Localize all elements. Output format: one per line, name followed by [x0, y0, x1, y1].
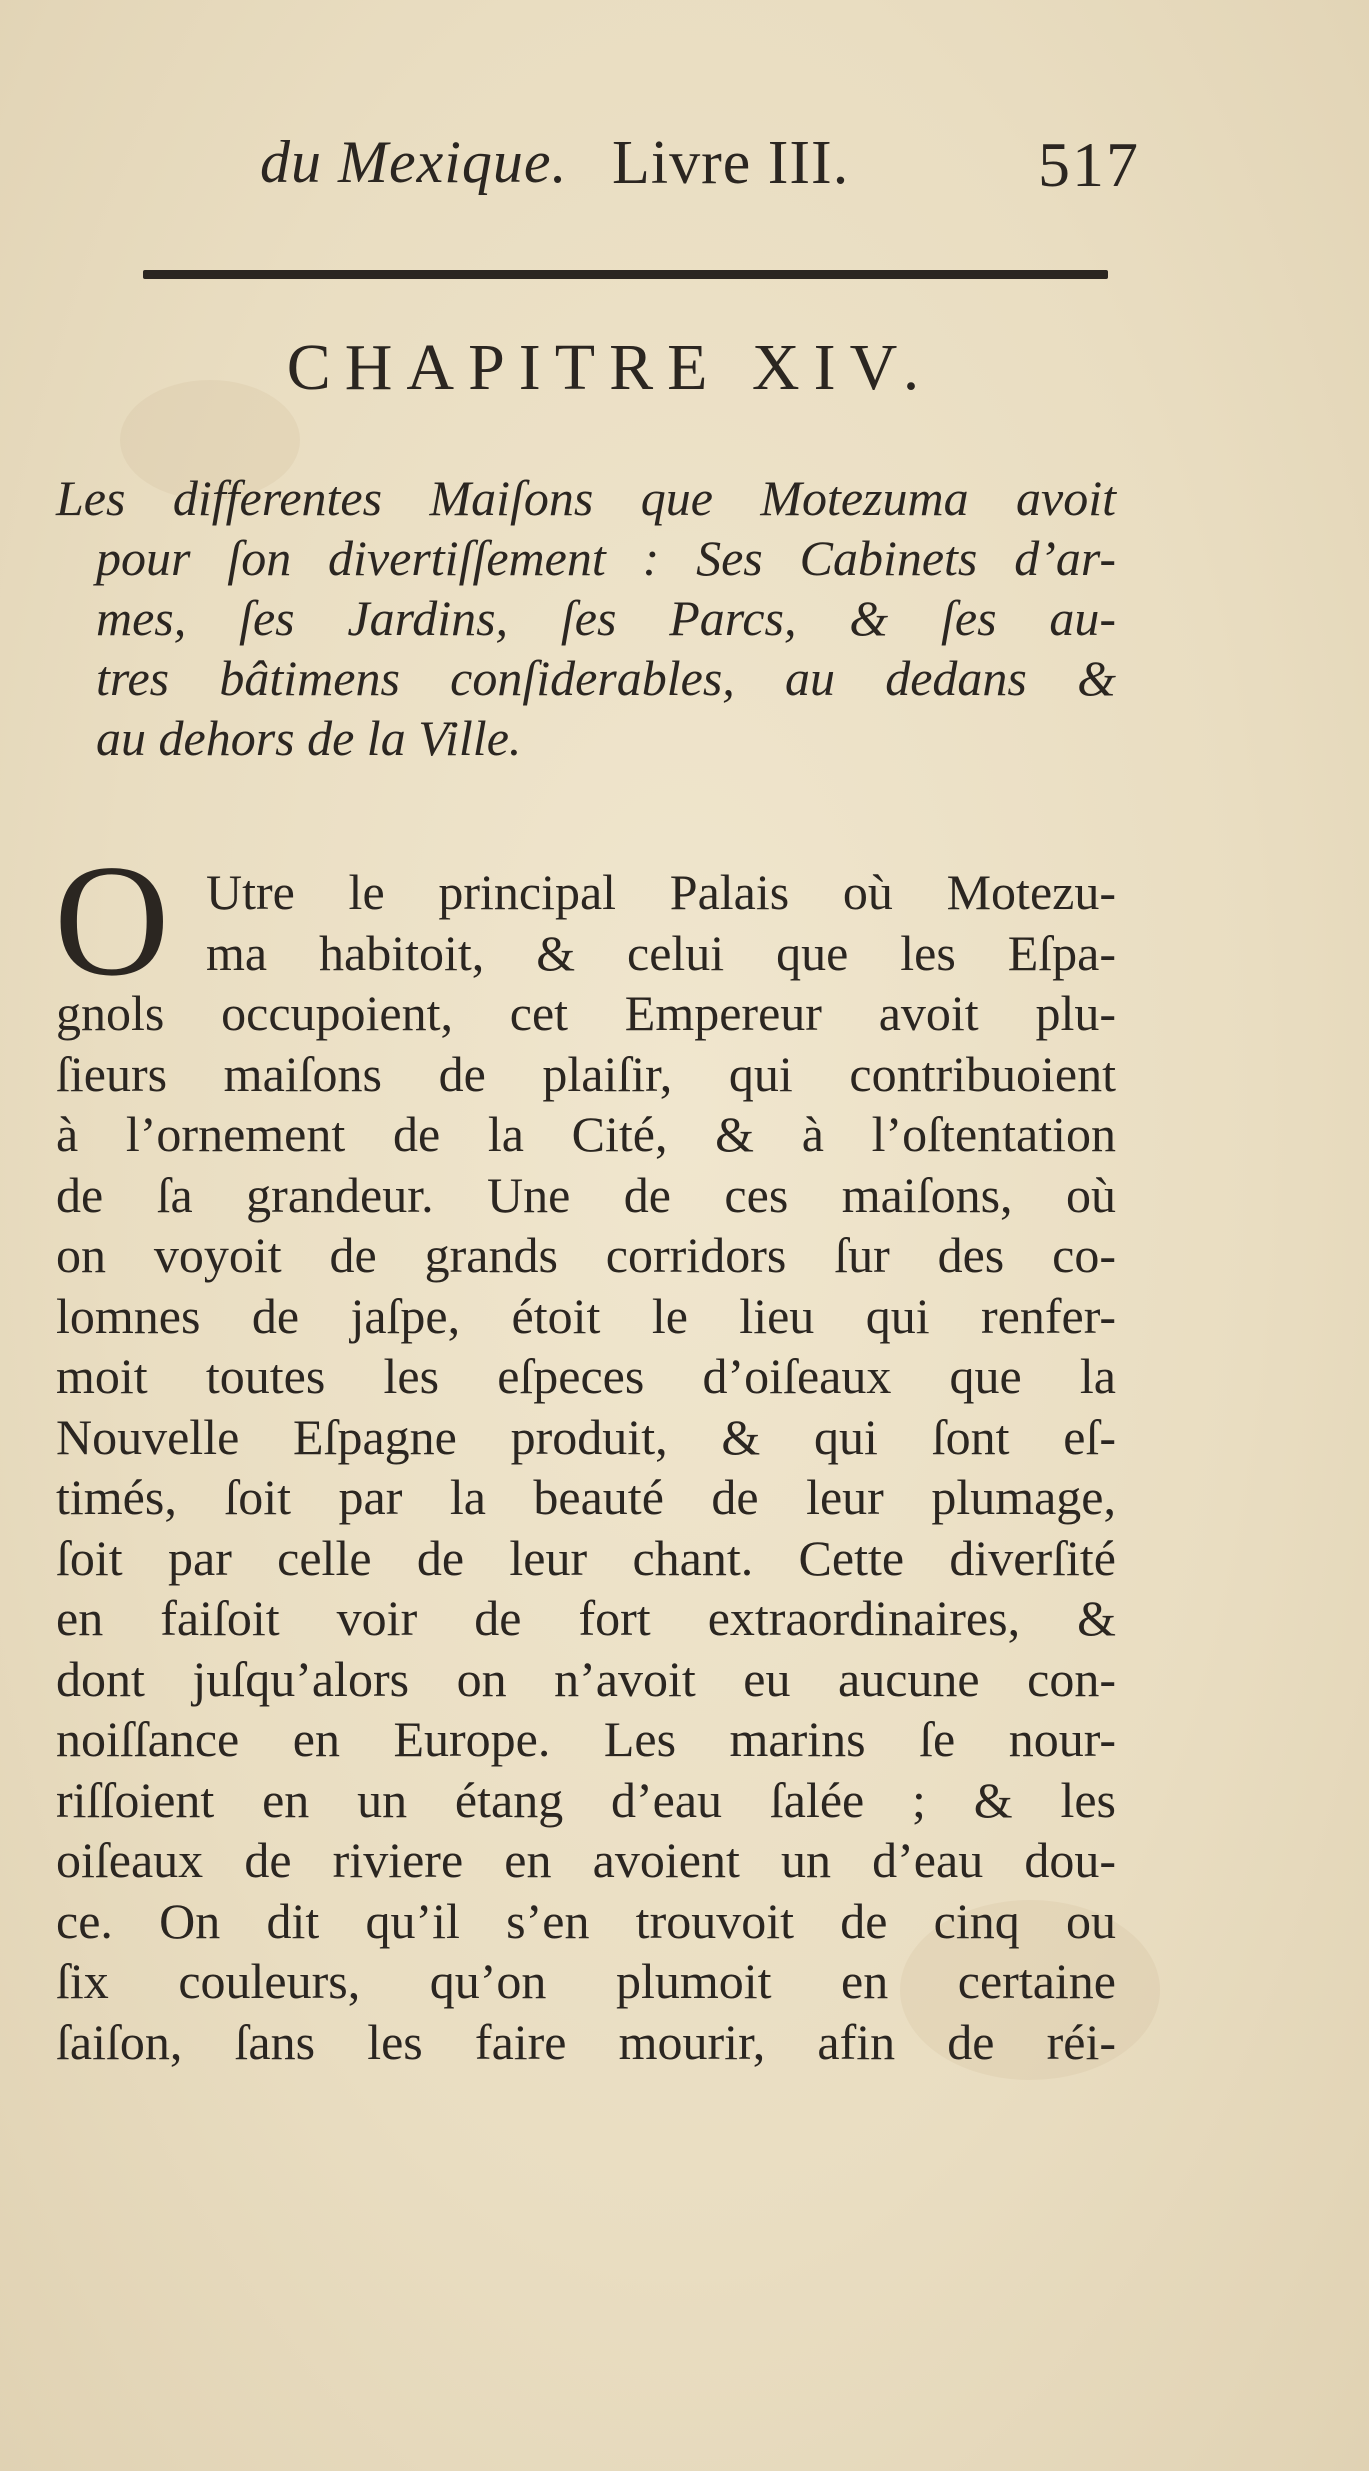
body-line: lomnes de jaſpe, étoit le lieu qui renfer- — [56, 1287, 1116, 1344]
body-text — [56, 862, 1116, 2072]
drop-cap: O — [54, 831, 170, 1009]
body-line: oiſeaux de riviere en avoient un d’eau dou- — [56, 1832, 1116, 1888]
body-line: noiſſance en Europe. Les marins ſe nour- — [56, 1711, 1116, 1767]
summary-line: mes, ſes Jardins, ſes Parcs, & ſes au- — [96, 590, 1116, 646]
body-line: gnols occupoient, cet Empereur avoit plu- — [56, 985, 1116, 1041]
chapter-summary — [56, 468, 1116, 768]
body-line: on voyoit de grands corridors ſur des co- — [56, 1227, 1116, 1283]
body-line: moit toutes les eſpeces d’oiſeaux que la — [56, 1348, 1116, 1404]
summary-line: pour ſon divertiſſement : Ses Cabinets d’ar- — [96, 530, 1116, 586]
body-line: ma habitoit, & celui que les Eſpa- — [206, 924, 1116, 981]
running-title: du Mexique. — [260, 129, 568, 195]
summary-line: au dehors de la Ville. — [96, 710, 522, 766]
body-line: dont juſqu’alors on n’avoit eu aucune con- — [56, 1650, 1116, 1707]
body-line: ſix couleurs, qu’on plumoit en certaine — [56, 1953, 1116, 2009]
running-head — [260, 128, 1140, 208]
summary-line: Les differentes Maiſons que Motezuma avoit — [56, 470, 1116, 526]
summary-line: tres bâtimens conſiderables, au dedans & — [96, 650, 1116, 706]
body-line: de ſa grandeur. Une de ces maiſons, où — [56, 1166, 1116, 1223]
body-line: ſoit par celle de leur chant. Cette diverſité — [56, 1529, 1116, 1586]
body-line: ſaiſon, ſans les faire mourir, afin de réi- — [56, 2013, 1116, 2070]
body-line: à l’ornement de la Cité, & à l’oſtentation — [56, 1106, 1116, 1162]
body-line: Utre le principal Palais où Motezu- — [206, 864, 1116, 920]
body-line: timés, ſoit par la beauté de leur plumage, — [56, 1469, 1116, 1525]
body-line: ce. On dit qu’il s’en trouvoit de cinq ou — [56, 1892, 1116, 1949]
body-line: riſſoient en un étang d’eau ſalée ; & les — [56, 1771, 1116, 1828]
book-number: Livre III. — [612, 129, 850, 197]
page-number: 517 — [1038, 129, 1140, 200]
body-line: Nouvelle Eſpagne produit, & qui ſont eſ- — [56, 1408, 1116, 1465]
header-rule — [143, 270, 1108, 279]
body-line: en faiſoit voir de fort extraordinaires, & — [56, 1590, 1116, 1646]
chapter-title: CHAPITRE XIV. — [286, 331, 934, 404]
body-line: ſieurs maiſons de plaiſir, qui contribuoient — [56, 1045, 1116, 1102]
